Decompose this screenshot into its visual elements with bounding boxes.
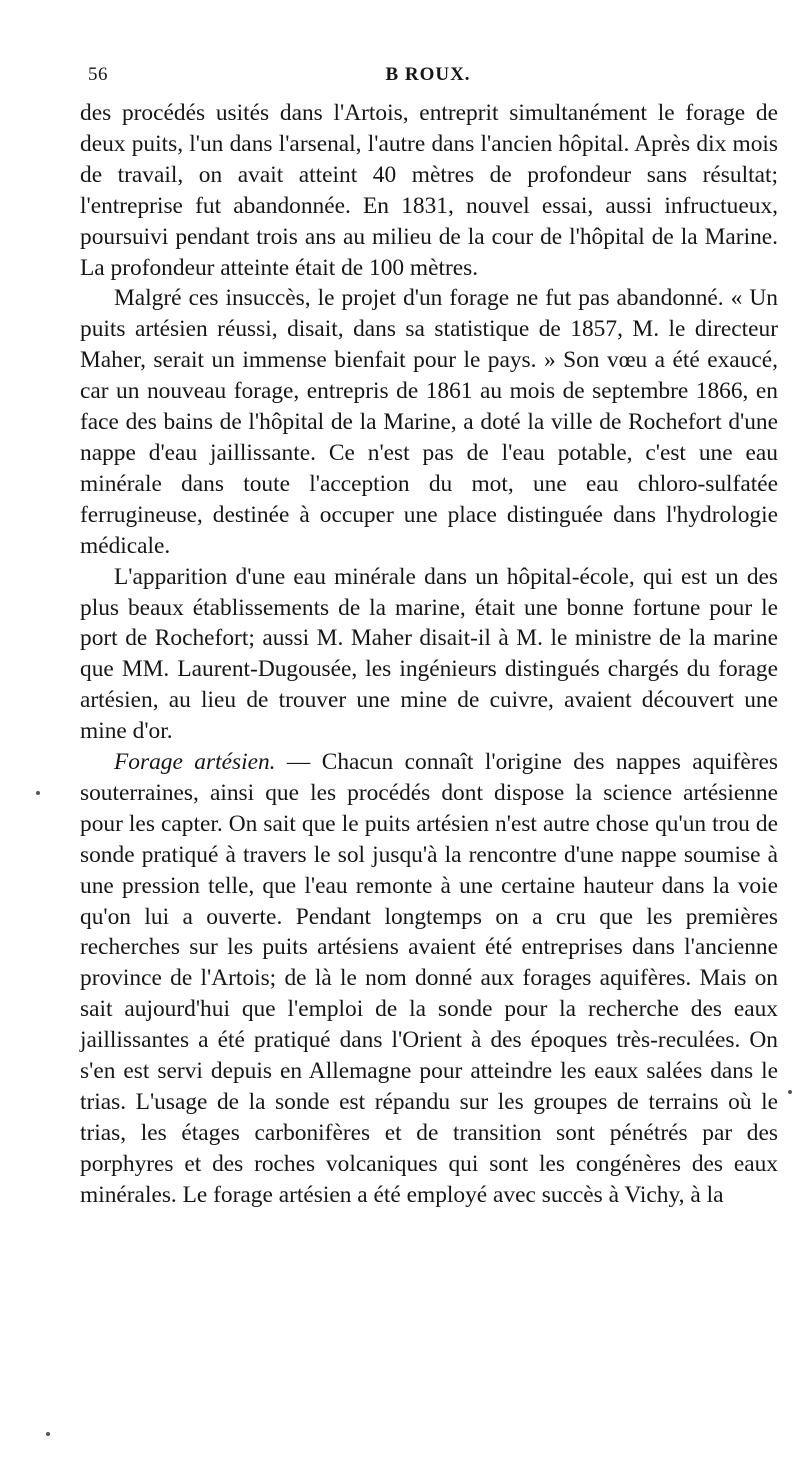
scan-speck <box>46 1432 50 1436</box>
section-heading-forage-artesien: Forage artésien. <box>114 749 276 776</box>
page-number: 56 <box>88 64 108 85</box>
page-header <box>78 64 778 94</box>
paragraph-3 <box>80 562 778 747</box>
paragraph-1-text: des procédés usités dans l'Artois, entreprit simultanément le forage de deux puits, l'un dans l'arsenal, l'autre dans l'ancien hôpital. Après dix mois de travail, on avait atteint 40 mètres de profondeur sans résultat; l'entreprise fut abandonnée. En 1831, nouvel essai, aussi infructueux, poursuivi pendant trois ans au milieu de la cour de l'hôpital de la Marine. La profondeur atteinte était de 100 mètres. <box>80 100 778 281</box>
scan-speck <box>36 791 40 795</box>
body-text <box>80 98 778 1211</box>
paragraph-2-text: Malgré ces insuccès, le projet d'un forage ne fut pas abandonné. « Un puits artésien réussi, disait, dans sa statistique de 1857, M. le directeur Maher, serait un immense bienfait pour le pays. » Son vœu a été exaucé, car un nouveau forage, entrepris de 1861 au mois de septembre 1866, en face des bains de l'hôpital de la Marine, a doté la ville de Rochefort d'une nappe d'eau jaillissante. Ce n'est pas de l'eau potable, c'est une eau minérale dans toute l'acception du mot, une eau chloro-sulfatée ferrugineuse, destinée à occuper une place distinguée dans l'hydrologie médicale. <box>80 285 778 559</box>
paragraph-3-text: L'apparition d'une eau minérale dans un hôpital-école, qui est un des plus beaux établissements de la marine, était une bonne fortune pour le port de Rochefort; aussi M. Maher disait-il à M. le ministre de la marine que MM. Laurent-Dugousée, les ingénieurs distingués chargés du forage artésien, au lieu de trouver une mine de cuivre, avaient découvert une mine d'or. <box>80 563 778 745</box>
paragraph-4-text: — Chacun connaît l'origine des nappes aquifères souterraines, ainsi que les procédés dont dispose la science artésienne pour les capter. On sait que le puits artésien n'est autre chose qu'un trou de sonde pratiqué à travers le sol jusqu'à la rencontre d'une nappe soumise à une pression telle, que l'eau remonte à une certaine hauteur dans la voie qu'on lui a ouverte. Pendant longtemps on a cru que les premières recherches sur les puits artésiens avaient été entreprises dans l'ancienne province de l'Artois; de là le nom donné aux forages aquifères. Mais on sait aujourd'hui que l'emploi de la sonde pour la recherche des eaux jaillissantes a été pratiqué dans l'Orient à des époques très-reculées. On s'en est servi depuis en Allemagne pour atteindre les eaux salées dans le trias. L'usage de la sonde est répandu sur les groupes de terrains où le trias, les étages carbonifères et de transition sont pénétrés par des porphyres et des roches volcaniques qui sont les congénères des eaux minérales. Le forage artésien a été employé avec succès à Vichy, à la <box>80 749 778 1208</box>
paragraph-1 <box>80 98 778 283</box>
scan-speck <box>788 1090 792 1094</box>
running-title: B ROUX. <box>385 64 471 85</box>
paragraph-4 <box>80 747 778 1211</box>
paragraph-2 <box>80 283 778 561</box>
